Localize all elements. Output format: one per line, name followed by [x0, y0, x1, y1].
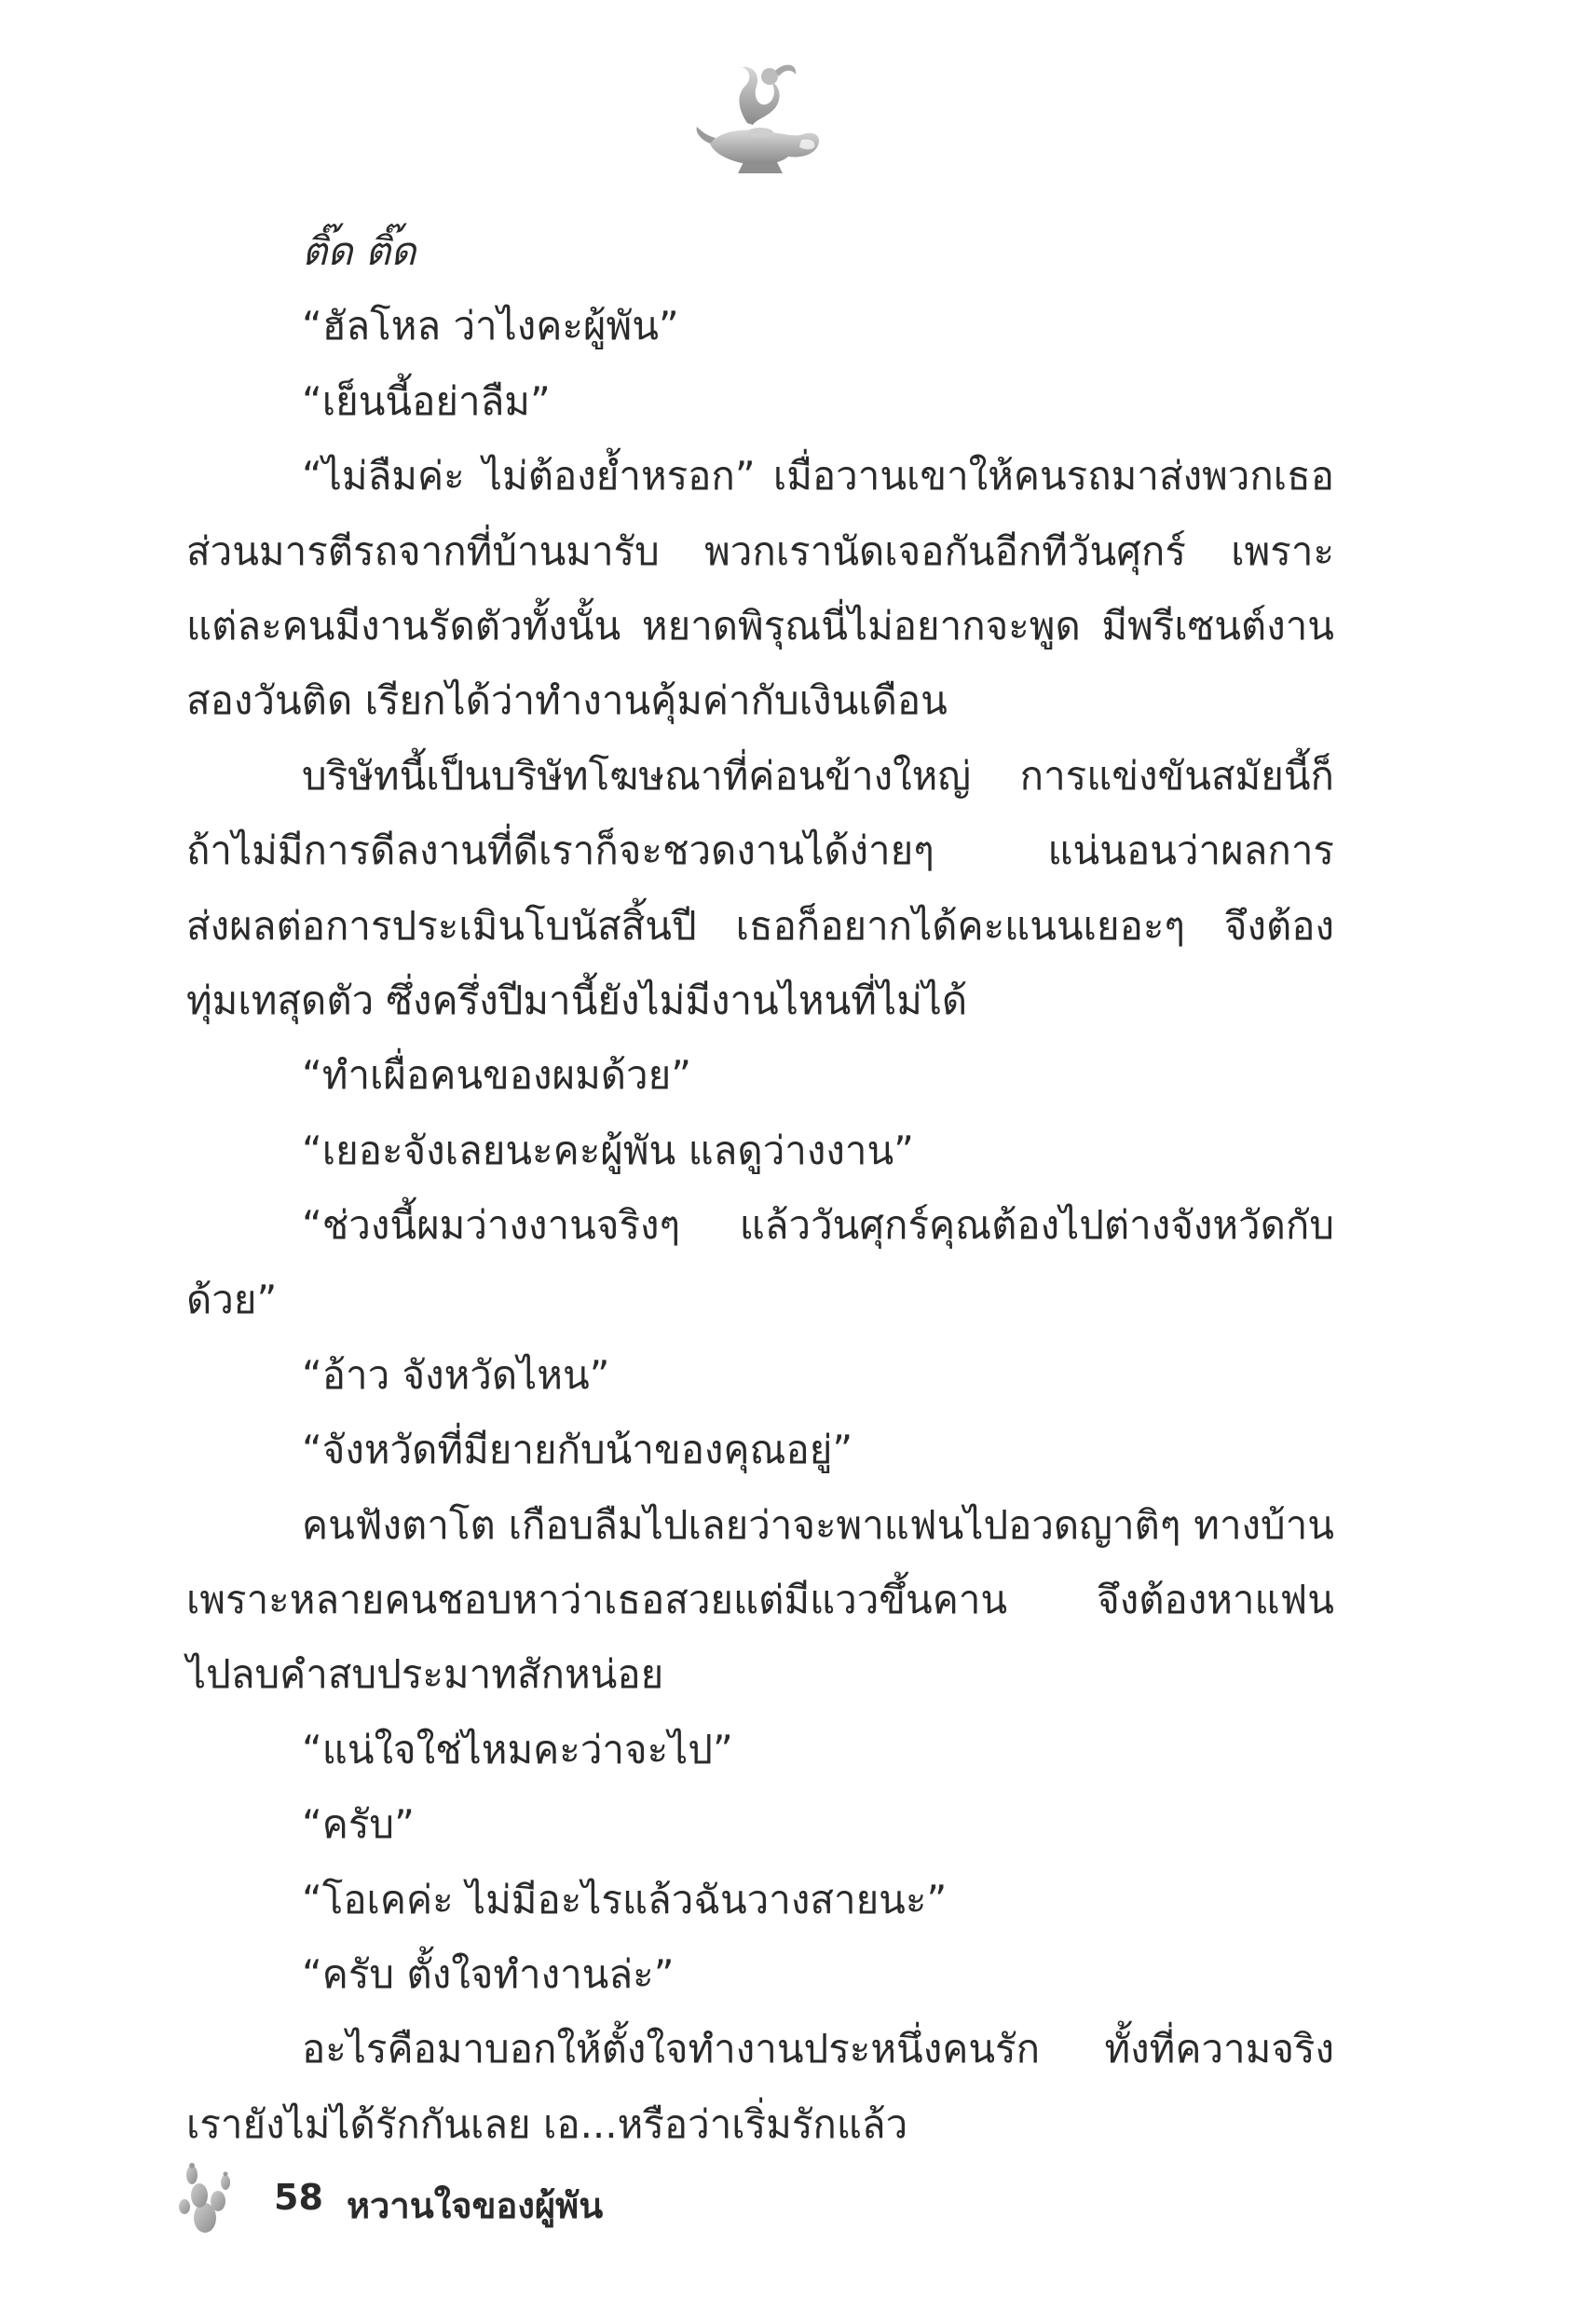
paragraph-line: สองวันติด เรียกได้ว่าทำงานคุ้มค่ากับเงินเดือน [186, 677, 948, 724]
paragraph-line: “เยอะจังเลยนะคะผู้พัน แลดูว่างงาน” [302, 1127, 914, 1173]
page-footer [177, 2160, 829, 2235]
paragraph-line: ไปลบคำสบประมาทสักหน่อย [186, 1651, 664, 1698]
page-number: 58 [274, 2177, 323, 2218]
paragraph-line: ด้วย” [186, 1277, 278, 1323]
paragraph-line: “โอเคค่ะ ไม่มีอะไรแล้วฉันวางสายนะ” [302, 1876, 948, 1922]
paragraph-line: “จังหวัดที่มียายกับน้าของคุณอยู่” [302, 1427, 853, 1473]
paragraph-line: “แน่ใจใช่ไหมคะว่าจะไป” [302, 1726, 733, 1772]
paragraph-line: ถ้าไม่มีการดีลงานที่ดีเราก็จะชวดงานได้ง่ายๆ แน่นอนว่าผลการ [186, 827, 1334, 874]
paragraph-line: “เย็นนี้อย่าลืม” [302, 377, 551, 424]
paragraph-line: บริษัทนี้เป็นบริษัทโฆษณาที่ค่อนข้างใหญ่ การแข่งขันสมัยนี้ก็ [302, 752, 1334, 799]
paragraph-line: แต่ละคนมีงานรัดตัวทั้งนั้น หยาดพิรุณนี่ไม่อยากจะพูด มีพรีเซนต์งาน [186, 602, 1334, 649]
paragraph-line: เรายังไม่ได้รักกันเลย เอ...หรือว่าเริ่มรักแล้ว [186, 2100, 908, 2147]
paragraph-line: “ครับ ตั้งใจทำงานล่ะ” [302, 1950, 675, 1997]
paragraph-line: ส่วนมารตีรถจากที่บ้านมารับ พวกเรานัดเจอกันอีกทีวันศุกร์ เพราะ [186, 527, 1334, 574]
paragraph-line: ส่งผลต่อการประเมินโบนัสสิ้นปี เธอก็อยากได้คะแนนเยอะๆ จึงต้อง [186, 902, 1334, 949]
paragraph-line: “ทำเผื่อคนของผมด้วย” [302, 1052, 691, 1099]
genie-lamp-icon [691, 58, 831, 179]
paragraph-line: “อ้าว จังหวัดไหน” [302, 1351, 610, 1398]
cactus-icon [177, 2160, 242, 2235]
paragraph-line: เพราะหลายคนชอบหาว่าเธอสวยแต่มีแววขึ้นคาน จึงต้องหาแฟน [186, 1577, 1334, 1623]
paragraph-line: “ฮัลโหล ว่าไงคะผู้พัน” [302, 303, 679, 349]
paragraph-line: “ไม่ลืมค่ะ ไม่ต้องย้ำหรอก” เมื่อวานเขาให้คนรถมาส่งพวกเธอ [302, 453, 1334, 499]
paragraph-line: “ช่วงนี้ผมว่างงานจริงๆ แล้ววันศุกร์คุณต้องไปต่างจังหวัดกับ [302, 1202, 1334, 1249]
paragraph-line: อะไรคือมาบอกให้ตั้งใจทำงานประหนึ่งคนรัก ทั้งที่ความจริง [302, 2026, 1334, 2072]
book-title: หวานใจของผู้พัน [347, 2185, 604, 2226]
paragraph-line: คนฟังตาโต เกือบลืมไปเลยว่าจะพาแฟนไปอวดญาติๆ ทางบ้าน [302, 1501, 1334, 1548]
body-text [186, 214, 1334, 2162]
paragraph-line: “ครับ” [302, 1801, 415, 1848]
paragraph-line: ติ๊ด ติ๊ด [302, 228, 416, 274]
paragraph-line: ทุ่มเทสุดตัว ซึ่งครึ่งปีมานี้ยังไม่มีงานไหนที่ไม่ได้ [186, 977, 968, 1023]
